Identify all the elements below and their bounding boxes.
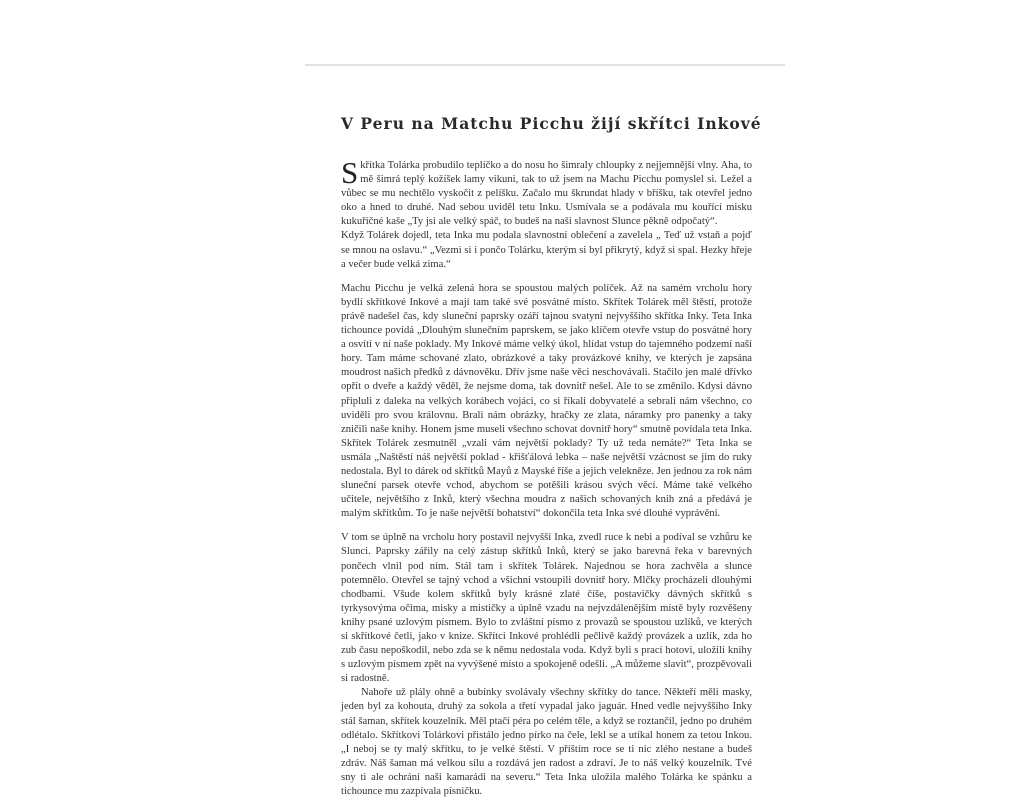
page-top-divider — [305, 64, 785, 66]
story-body — [341, 155, 752, 799]
paragraph-1 — [341, 155, 752, 229]
paragraph-4: V tom se úplně na vrcholu hory postavil nejvyšší Inka, zvedl ruce k nebi a podíval se vzhůru ke Slunci. Paprsky zářily na celý zástup skřítků Inků, který se jako barevná řeka v barevných pončech vlnil pod ním. Stál tam i skřítek Tolárek. Najednou se hora zachvěla a slunce potemnělo. Otevřel se tajný vchod a všichni vstoupili dovnitř hory. Mlčky procházeli dlouhými chodbami. Všude kolem skřítků byly krásné zlaté číše, postavičky dávných skřítků s tyrkysovýma očima, misky a mističky a úplně vzadu na nejvzdálenějším místě byly rozvěšeny knihy psané uzlovým písmem. Bylo to zvláštní písmo z provazů se spoustou uzlíků, ve kterých si skřítkové četli, jako v knize. Skřítci Inkové prohlédli pečlivě každý provázek a uzlík, zda ho zub času nepoškodil, nebo zda se k němu nedostala voda. Když byli s prací hotovi, uložili knihy s uzlovým písmem zpět na vyvýšené místo a spokojeně odešli. „A můžeme slavit“, prozpěvovali si radostně. — [341, 532, 752, 685]
paragraph-1-text: křítka Tolárka probudilo teplíčko a do nosu ho šimraly chloupky z nejjemnější vlny. Aha, to mě šimrá teplý kožíšek lamy vikuni, tak to už jsem na Machu Picchu pomyslel si. Ležel a vůbec se mu nechtělo vyskočit z pelíšku. Začalo mu škrundat hlady v bříšku, tak otevřel jedno oko a hned to druhé. Nad sebou uviděl tetu Inku. Usmívala se a podávala mu kouřící misku kukuřičné kaše „Ty jsi ale velký spáč, to budeš na naši slavnost Slunce pěkně odpočatý“. — [341, 160, 752, 228]
drop-cap: S — [341, 155, 359, 190]
paragraph-3: Machu Picchu je velká zelená hora se spoustou malých políček. Až na samém vrcholu hory bydlí skřítkové Inkové a mají tam také své posvátné místo. Skřítek Tolárek měl štěstí, protože právě nadešel čas, kdy sluneční paprsky ozáří tajnou svatyni nejvyššího skřítka Inky. Teta Inka tichounce povídá „Dlouhým slunečním paprskem, se jako klíčem otevře vstup do posvátné hory a osvítí v ní naše poklady. My Inkové máme velký úkol, hlídat vstup do tajemného podzemí naší hory. Tam máme schované zlato, obrázkové a taky provázkové knihy, ve kterých je zapsána moudrost našich předků z dávnověku. Dřív jsme naše věci neschovávali. Stačilo jen malé dřívko opřít o dveře a každý věděl, že nejsme doma, tak dovnitř nešel. Ale to se změnilo. Kdysi dávno připluli z daleka na velkých korábech vojáci, co si říkali dobyvatelé a sebrali nám všechno, co uviděli pro svou královnu. Brali nám obrázky, hračky ze zlata, náramky pro panenky a taky zničili naše knihy. Honem jsme museli všechno schovat dovnitř hory“ smutně povídala teta Inka. Skřítek Tolárek zesmutněl „vzali vám největší poklady? Ty už teda nemáte?“ Teta Inka se usmála „Naštěstí náš největší poklad - křišťálová lebka – naše největší vzácnost se jim do ruky nedostala. Byl to dárek od skřítků Mayů z Mayské říše a jejich velekněze. Jen jednou za rok nám sluneční parsek otevře vchod, abychom se potěšili krásou svých věcí. Máme také velkého učitele, největšího z Inků, který všechna moudra z našich schovaných knih zná a předává je malým skřítkům. To je naše největší bohatství“ dokončila teta Inka své dlouhé vyprávění. — [341, 282, 752, 520]
paragraph-2: Když Tolárek dojedl, teta Inka mu podala slavnostní oblečení a zavelela „ Teď už vstaň a pojď se mnou na oslavu.“ „Vezmi si i pončo Tolárku, kterým si byl přikrytý, když si spal. Hezky hřeje a večer bude velká zima.“ — [341, 230, 752, 270]
paragraph-5: Nahoře už plály ohně a bubínky svolávaly všechny skřítky do tance. Někteří měli masky, jeden byl za kohouta, druhý za sokola a třetí vypadal jako jaguár. Hned vedle nejvyššího Inky stál šaman, skřítek kouzelník. Měl ptačí péra po celém těle, a když se roztančil, jedno po druhém odlétalo. Skřítkovi Tolárkovi přistálo jedno pírko na čele, lekl se a utíkal honem za tetou Inkou. „I neboj se ty malý skřítku, to je velké štěstí. V příštím roce se ti nic zlého nestane a budeš zdráv. Náš šaman má velkou sílu a rozdává jen radost a zdraví. Je to náš velký kouzelník. Tvé sny ti ale ochrání naši kamarádi na severu.“ Teta Inka uložila malého Tolárka ke spánku a tichounce mu zazpívala písničku. — [341, 687, 752, 798]
document-page — [341, 100, 762, 799]
page-title: V Peru na Matchu Picchu žijí skřítci Inkové — [341, 114, 762, 133]
